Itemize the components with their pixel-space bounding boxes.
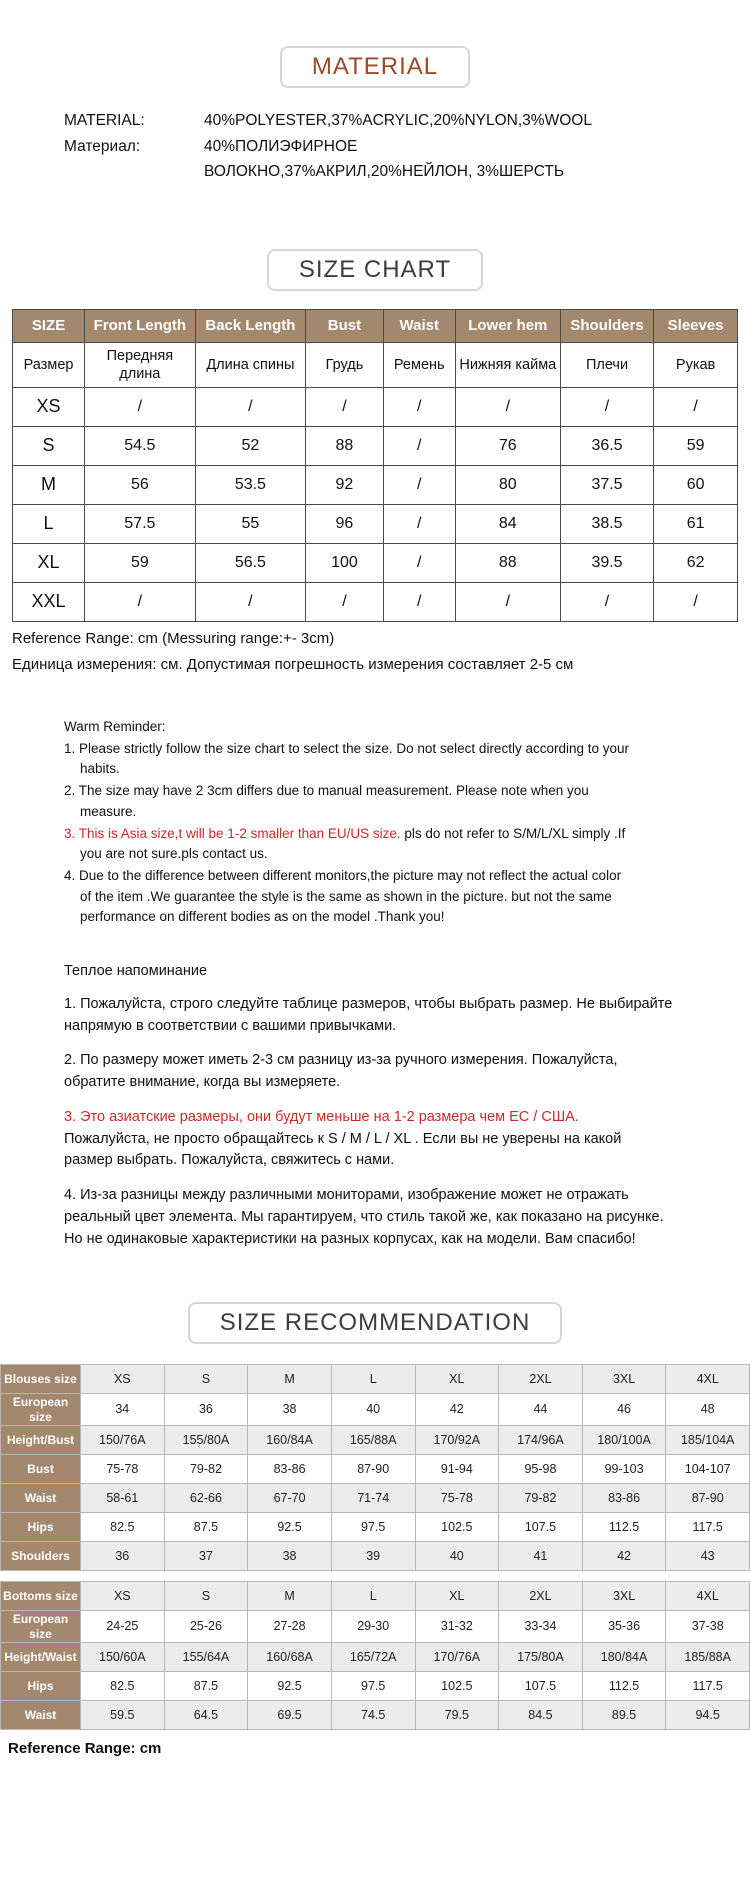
- table-cell: XL: [415, 1365, 499, 1394]
- table-cell: 57.5: [85, 504, 196, 543]
- table-cell: 155/80A: [164, 1426, 248, 1455]
- table-cell: Ремень: [383, 342, 455, 387]
- table-cell: 24-25: [81, 1611, 165, 1643]
- table-cell: Shoulders: [560, 309, 653, 342]
- table-cell: 58-61: [81, 1484, 165, 1513]
- table-cell: Грудь: [306, 342, 384, 387]
- table-cell: 155/64A: [164, 1643, 248, 1672]
- table-cell: Bust: [306, 309, 384, 342]
- reminder-text: 1. Please strictly follow the size chart to select the size. Do not select directly according to your habits.: [64, 740, 630, 777]
- reminder-item: [64, 866, 629, 927]
- table-cell: Плечи: [560, 342, 653, 387]
- table-cell: M: [248, 1365, 332, 1394]
- table-cell: Waist: [383, 309, 455, 342]
- table-cell: 84.5: [499, 1701, 583, 1730]
- table-cell: 175/80A: [499, 1643, 583, 1672]
- table-cell: /: [383, 387, 455, 426]
- table-cell: 87-90: [666, 1484, 750, 1513]
- warm-reminder-ru-title: Теплое напоминание: [64, 963, 208, 980]
- table-cell: 59.5: [81, 1701, 165, 1730]
- table-cell: 87-90: [331, 1455, 415, 1484]
- bottoms-size-table: [0, 1581, 750, 1730]
- table-cell: 83-86: [582, 1484, 666, 1513]
- material-label-en: MATERIAL:: [64, 112, 145, 129]
- table-cell: 170/92A: [415, 1426, 499, 1455]
- table-cell: Lower hem: [455, 309, 560, 342]
- table-cell: 2XL: [499, 1582, 583, 1611]
- material-line-en: [64, 108, 750, 134]
- table-cell: 107.5: [499, 1513, 583, 1542]
- table-cell: 31-32: [415, 1611, 499, 1643]
- table-cell: 180/84A: [582, 1643, 666, 1672]
- table-cell: 83-86: [248, 1455, 332, 1484]
- table-cell: 87.5: [164, 1513, 248, 1542]
- reminder-text: Пожалуйста, не просто обращайтесь к S / M / L / XL . Если вы не уверены на какой размер выбрать. Пожалуйста, свяжитесь с нами.: [64, 1130, 622, 1169]
- table-cell: Длина спины: [195, 342, 306, 387]
- table-cell: 102.5: [415, 1672, 499, 1701]
- table-cell: S: [13, 426, 85, 465]
- table-cell: 92.5: [248, 1513, 332, 1542]
- table-cell: 44: [499, 1394, 583, 1426]
- size-chart-note-ru: Единица измерения: см. Допустимая погрешность измерения составляет 2-5 см: [12, 655, 574, 673]
- table-cell: Sleeves: [654, 309, 738, 342]
- table-cell: 96: [306, 504, 384, 543]
- table-cell: 25-26: [164, 1611, 248, 1643]
- table-cell: 76: [455, 426, 560, 465]
- table-cell: 27-28: [248, 1611, 332, 1643]
- table-cell: /: [560, 582, 653, 621]
- table-cell: Waist: [1, 1701, 81, 1730]
- warm-reminder-en: [64, 717, 629, 928]
- table-cell: 29-30: [331, 1611, 415, 1643]
- material-section: [0, 0, 750, 88]
- table-cell: 112.5: [582, 1513, 666, 1542]
- warm-reminder-en-items: [64, 739, 629, 927]
- table-cell: Hips: [1, 1672, 81, 1701]
- table-cell: 46: [582, 1394, 666, 1426]
- table-cell: /: [383, 504, 455, 543]
- table-cell: /: [306, 582, 384, 621]
- table-cell: 75-78: [81, 1455, 165, 1484]
- table-cell: 37.5: [560, 465, 653, 504]
- table-cell: /: [85, 582, 196, 621]
- reminder-item: [64, 994, 674, 1038]
- table-cell: Bust: [1, 1455, 81, 1484]
- table-cell: 102.5: [415, 1513, 499, 1542]
- table-cell: S: [164, 1365, 248, 1394]
- table-cell: 2XL: [499, 1365, 583, 1394]
- table-cell: 42: [415, 1394, 499, 1426]
- table-cell: 67-70: [248, 1484, 332, 1513]
- table-cell: /: [455, 582, 560, 621]
- table-cell: /: [383, 543, 455, 582]
- warm-reminder-en-title: Warm Reminder:: [64, 718, 166, 734]
- table-cell: L: [13, 504, 85, 543]
- table-cell: 160/84A: [248, 1426, 332, 1455]
- table-cell: 165/88A: [331, 1426, 415, 1455]
- table-cell: 88: [306, 426, 384, 465]
- table-cell: M: [13, 465, 85, 504]
- table-cell: 107.5: [499, 1672, 583, 1701]
- table-cell: 95-98: [499, 1455, 583, 1484]
- table-cell: Blouses size: [1, 1365, 81, 1394]
- reminder-item: [64, 824, 629, 865]
- table-cell: 39: [331, 1542, 415, 1571]
- material-value-en: 40%POLYESTER,37%ACRYLIC,20%NYLON,3%WOOL: [204, 112, 592, 129]
- table-cell: 61: [654, 504, 738, 543]
- table-cell: Back Length: [195, 309, 306, 342]
- reminder-text: pls do not refer to S/M/L/XL simply .If you are not sure.pls contact us.: [80, 825, 626, 862]
- table-cell: Front Length: [85, 309, 196, 342]
- table-cell: 55: [195, 504, 306, 543]
- table-cell: L: [331, 1365, 415, 1394]
- table-cell: 69.5: [248, 1701, 332, 1730]
- table-cell: 104-107: [666, 1455, 750, 1484]
- table-cell: 174/96A: [499, 1426, 583, 1455]
- table-cell: 92.5: [248, 1672, 332, 1701]
- table-cell: 43: [666, 1542, 750, 1571]
- table-cell: 60: [654, 465, 738, 504]
- table-cell: 112.5: [582, 1672, 666, 1701]
- table-cell: 185/88A: [666, 1643, 750, 1672]
- table-cell: 37-38: [666, 1611, 750, 1643]
- material-section-title: MATERIAL: [280, 46, 470, 88]
- reminder-item: [64, 1050, 674, 1094]
- table-cell: 88: [455, 543, 560, 582]
- table-cell: 100: [306, 543, 384, 582]
- size-recommendation-section-title: SIZE RECOMMENDATION: [188, 1302, 563, 1344]
- table-cell: 82.5: [81, 1513, 165, 1542]
- table-cell: XS: [81, 1365, 165, 1394]
- reminder-text: 2. По размеру может иметь 2-3 см разницу из-за ручного измерения. Пожалуйста, обратите внимание, когда вы измеряете.: [64, 1052, 618, 1091]
- table-cell: XXL: [13, 582, 85, 621]
- table-cell: 40: [415, 1542, 499, 1571]
- table-cell: 89.5: [582, 1701, 666, 1730]
- reminder-item: [64, 739, 629, 780]
- table-cell: 36.5: [560, 426, 653, 465]
- table-cell: 56.5: [195, 543, 306, 582]
- table-cell: 59: [654, 426, 738, 465]
- size-recommendation-section: [0, 1302, 750, 1344]
- table-cell: 3XL: [582, 1582, 666, 1611]
- table-cell: 62-66: [164, 1484, 248, 1513]
- table-cell: 79-82: [164, 1455, 248, 1484]
- table-cell: 91-94: [415, 1455, 499, 1484]
- warm-reminder-ru-items: [64, 994, 674, 1251]
- table-cell: 117.5: [666, 1513, 750, 1542]
- table-cell: 97.5: [331, 1513, 415, 1542]
- table-cell: 84: [455, 504, 560, 543]
- table-cell: 59: [85, 543, 196, 582]
- size-chart-table: [12, 309, 738, 622]
- reminder-item: [64, 1107, 674, 1172]
- table-cell: 36: [164, 1394, 248, 1426]
- table-cell: Нижняя кайма: [455, 342, 560, 387]
- reference-range-note: Reference Range: cm: [8, 1740, 162, 1757]
- table-cell: /: [654, 387, 738, 426]
- table-cell: Shoulders: [1, 1542, 81, 1571]
- size-chart-note-en: Reference Range: cm (Messuring range:+- 3cm): [12, 629, 335, 647]
- table-cell: 53.5: [195, 465, 306, 504]
- table-cell: SIZE: [13, 309, 85, 342]
- reminder-item: [64, 1185, 674, 1250]
- size-chart-section-title: SIZE CHART: [267, 249, 483, 291]
- table-cell: Height/Waist: [1, 1643, 81, 1672]
- table-cell: 37: [164, 1542, 248, 1571]
- table-cell: 40: [331, 1394, 415, 1426]
- table-cell: XL: [415, 1582, 499, 1611]
- reminder-text-red: 3. This is Asia size,t will be 1-2 smaller than EU/US size.: [64, 825, 401, 841]
- table-cell: 38.5: [560, 504, 653, 543]
- table-cell: 74.5: [331, 1701, 415, 1730]
- table-cell: 99-103: [582, 1455, 666, 1484]
- table-cell: 79.5: [415, 1701, 499, 1730]
- table-cell: 64.5: [164, 1701, 248, 1730]
- table-cell: 170/76A: [415, 1643, 499, 1672]
- table-cell: /: [383, 582, 455, 621]
- table-cell: 97.5: [331, 1672, 415, 1701]
- table-cell: 117.5: [666, 1672, 750, 1701]
- table-cell: 165/72A: [331, 1643, 415, 1672]
- table-cell: 82.5: [81, 1672, 165, 1701]
- reminder-text-red: 3. Это азиатские размеры, они будут меньше на 1-2 размера чем ЕС / США.: [64, 1108, 579, 1125]
- table-cell: 34: [81, 1394, 165, 1426]
- table-cell: /: [383, 465, 455, 504]
- table-cell: European size: [1, 1394, 81, 1426]
- table-cell: 36: [81, 1542, 165, 1571]
- table-cell: 4XL: [666, 1582, 750, 1611]
- reminder-text: 4. Из-за разницы между различными мониторами, изображение может не отражать реальный цвет элемента. Мы гарантируем, что стиль такой же, как показано на рисунке. Но не одинаковые характеристики на разных корпусах, как на модели. Вам спасибо!: [64, 1187, 664, 1247]
- table-cell: 71-74: [331, 1484, 415, 1513]
- table-cell: 3XL: [582, 1365, 666, 1394]
- warm-reminder-ru: [64, 961, 674, 1250]
- table-cell: 54.5: [85, 426, 196, 465]
- table-cell: Height/Bust: [1, 1426, 81, 1455]
- table-cell: /: [306, 387, 384, 426]
- table-cell: XL: [13, 543, 85, 582]
- table-cell: 4XL: [666, 1365, 750, 1394]
- table-cell: 94.5: [666, 1701, 750, 1730]
- table-cell: Размер: [13, 342, 85, 387]
- material-value-ru: 40%ПОЛИЭФИРНОЕ ВОЛОКНО,37%АКРИЛ,20%НЕЙЛОН, 3%ШЕРСТЬ: [204, 137, 565, 181]
- table-cell: XS: [81, 1582, 165, 1611]
- table-cell: S: [164, 1582, 248, 1611]
- blouses-size-table: [0, 1364, 750, 1571]
- table-cell: 38: [248, 1542, 332, 1571]
- table-cell: /: [383, 426, 455, 465]
- table-cell: 41: [499, 1542, 583, 1571]
- table-cell: L: [331, 1582, 415, 1611]
- reminder-text: 1. Пожалуйста, строго следуйте таблице размеров, чтобы выбрать размер. Не выбирайте напрямую в соответствии с вашими привычками.: [64, 995, 673, 1034]
- table-cell: 185/104A: [666, 1426, 750, 1455]
- reminder-item: [64, 781, 629, 822]
- table-cell: 79-82: [499, 1484, 583, 1513]
- table-cell: 39.5: [560, 543, 653, 582]
- table-cell: 150/60A: [81, 1643, 165, 1672]
- table-cell: 160/68A: [248, 1643, 332, 1672]
- table-cell: XS: [13, 387, 85, 426]
- table-cell: 80: [455, 465, 560, 504]
- table-cell: Waist: [1, 1484, 81, 1513]
- material-label-ru: Материал:: [64, 137, 141, 155]
- size-chart-section: [0, 249, 750, 291]
- table-cell: 38: [248, 1394, 332, 1426]
- material-info: [64, 108, 750, 185]
- table-cell: Hips: [1, 1513, 81, 1542]
- table-cell: 62: [654, 543, 738, 582]
- table-cell: 33-34: [499, 1611, 583, 1643]
- table-cell: /: [654, 582, 738, 621]
- table-cell: /: [85, 387, 196, 426]
- reminder-text: 2. The size may have 2 3cm differs due to manual measurement. Please note when you measure.: [64, 783, 589, 819]
- table-cell: /: [195, 582, 306, 621]
- table-cell: 56: [85, 465, 196, 504]
- material-line-ru: [64, 134, 750, 185]
- table-cell: 35-36: [582, 1611, 666, 1643]
- table-cell: Bottoms size: [1, 1582, 81, 1611]
- table-cell: /: [195, 387, 306, 426]
- table-cell: 48: [666, 1394, 750, 1426]
- table-cell: 150/76A: [81, 1426, 165, 1455]
- table-cell: 75-78: [415, 1484, 499, 1513]
- table-cell: /: [560, 387, 653, 426]
- table-cell: /: [455, 387, 560, 426]
- table-cell: 42: [582, 1542, 666, 1571]
- table-cell: European size: [1, 1611, 81, 1643]
- table-cell: 180/100A: [582, 1426, 666, 1455]
- table-cell: 52: [195, 426, 306, 465]
- table-cell: 92: [306, 465, 384, 504]
- table-cell: M: [248, 1582, 332, 1611]
- table-cell: 87.5: [164, 1672, 248, 1701]
- reminder-text: 4. Due to the difference between different monitors,the picture may not reflect the actual color of the item .We guarantee the style is the same as shown in the picture. but not the same performance on different bodies as on the model .Thank you!: [64, 868, 622, 924]
- table-cell: Рукав: [654, 342, 738, 387]
- table-cell: Передняя длина: [85, 342, 196, 387]
